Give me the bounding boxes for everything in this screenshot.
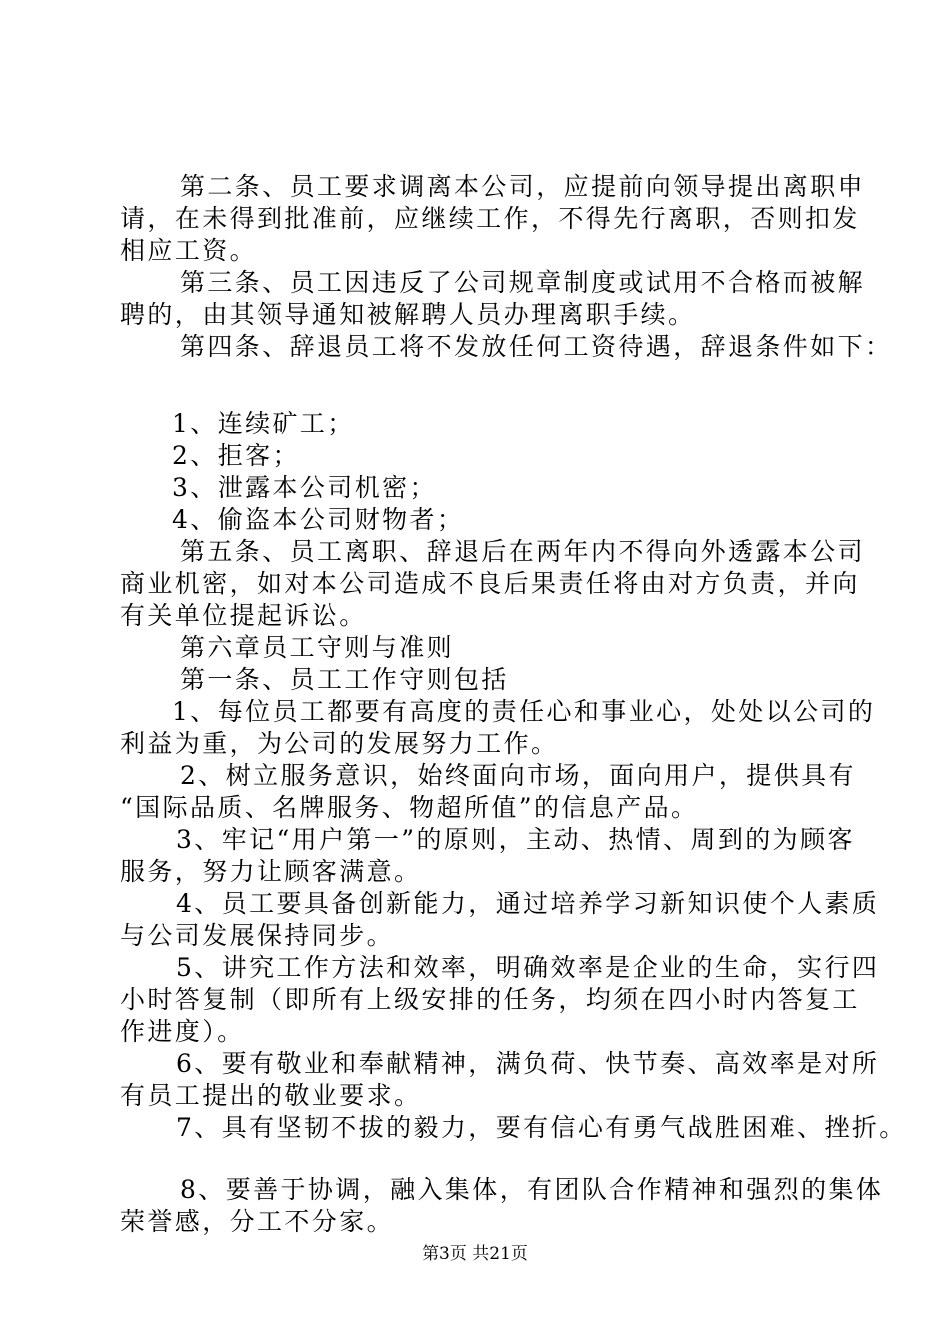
rule-8-line-2: 荣誉感，分工不分家。 [120,1207,395,1236]
rule-1-line-2: 利益为重，为公司的发展努力工作。 [120,729,559,758]
rule-2-line-1: 2、树立服务意识，始终面向市场，面向用户，提供具有 [180,761,856,790]
article-5-line-2: 商业机密，如对本公司造成不良后果责任将由对方负责，并向 [120,569,860,598]
article-3-line-1: 第三条、员工因违反了公司规章制度或试用不合格而被解 [180,268,866,297]
rule-8-line-1: 8、要善于协调，融入集体，有团队合作精神和强烈的集体 [180,1175,884,1204]
dismissal-item-4: 4、偷盗本公司财物者； [172,505,465,534]
dismissal-item-2: 2、拒客； [172,441,300,470]
rule-3-line-1: 3、牢记“用户第一”的原则，主动、热情、周到的为顾客 [176,825,855,854]
blank-line [120,1144,840,1174]
rule-6-line-1: 6、要有敬业和奉献精神，满负荷、快节奏、高效率是对所 [176,1049,880,1078]
article-2-line-2: 请，在未得到批准前，应继续工作，不得先行离职，否则扣发 [120,204,860,233]
rule-5-line-3: 作进度）。 [120,1017,245,1046]
article-4-line-1: 第四条、辞退员工将不发放任何工资待遇，辞退条件如下： [180,332,893,361]
article-5-line-1: 第五条、员工离职、辞退后在两年内不得向外透露本公司 [180,537,866,566]
rule-5-line-1: 5、讲究工作方法和效率，明确效率是企业的生命，实行四 [176,953,880,982]
page-number-footer: 第3页 共21页 [422,1244,528,1264]
rule-7-line-1: 7、具有坚韧不拔的毅力，要有信心有勇气战胜困难、挫折。 [176,1113,907,1142]
article-5-line-3: 有关单位提起诉讼。 [120,601,367,630]
article-3-line-2: 聘的，由其领导通知被解聘人员办理离职手续。 [120,300,696,329]
article-2-line-1: 第二条、员工要求调离本公司，应提前向领导提出离职申 [180,172,866,201]
rule-5-line-2: 小时答复制（即所有上级安排的任务，均须在四小时内答复工 [120,985,860,1014]
chapter-6-article-1: 第一条、员工工作守则包括 [180,665,509,694]
document-body [120,171,907,1238]
rule-6-line-2: 有员工提出的敬业要求。 [120,1081,422,1110]
blank-line [120,363,840,408]
rule-2-line-2: “国际品质、名牌服务、物超所值”的信息产品。 [120,793,699,822]
rule-3-line-2: 服务，努力让顾客满意。 [120,857,422,886]
rule-4-line-1: 4、员工要具备创新能力，通过培养学习新知识使个人素质 [176,889,880,918]
dismissal-item-3: 3、泄露本公司机密； [172,473,437,502]
dismissal-item-1: 1、连续矿工； [172,409,355,438]
article-2-line-3: 相应工资。 [120,236,258,265]
rule-1-line-1: 1、每位员工都要有高度的责任心和事业心，处处以公司的 [172,697,876,726]
chapter-6-heading: 第六章员工守则与准则 [180,633,455,662]
rule-4-line-2: 与公司发展保持同步。 [120,921,395,950]
